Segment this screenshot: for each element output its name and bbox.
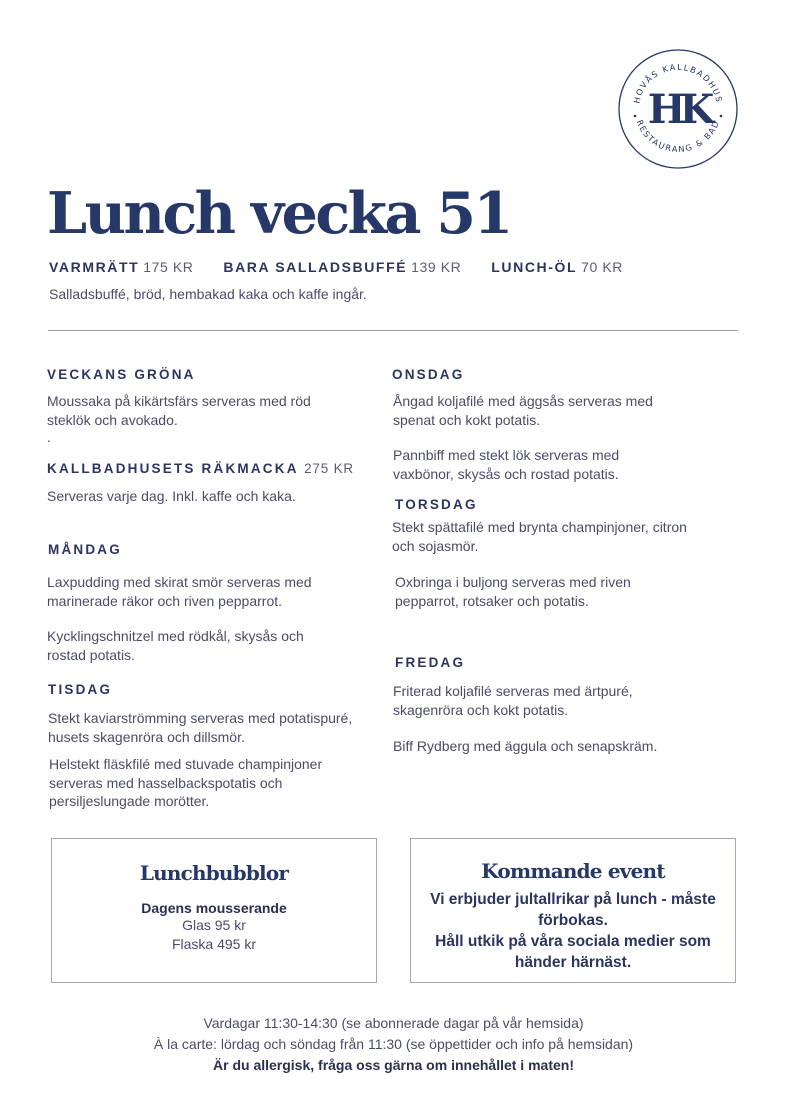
box-title: Kommande event (481, 859, 665, 883)
section-heading-green: VECKANS GRÖNA (47, 367, 196, 382)
dish-friday-2: Biff Rydberg med äggula och senapskräm. (393, 738, 658, 754)
logo-dot-left (634, 115, 637, 118)
page-title: Lunch vecka 51 (47, 180, 511, 247)
price-label: VARMRÄTT (49, 259, 140, 275)
shrimp-heading-label: KALLBADHUSETS RÄKMACKA (47, 461, 299, 476)
price-amount: 175 KR (143, 259, 194, 275)
included-note: Salladsbuffé, bröd, hembakad kaka och kaffe ingår. (49, 286, 367, 302)
dish-monday-2: Kycklingschnitzel med rödkål, skysås och rostad potatis. (47, 628, 304, 663)
logo-monogram: HK (647, 86, 709, 133)
dish-thursday-2: Oxbringa i buljong serveras med riven pepparrot, rotsaker och potatis. (395, 574, 631, 609)
dish-thursday-1: Stekt spättafilé med brynta champinjoner, citron och sojasmör. (392, 519, 687, 554)
footer-hours: Vardagar 11:30-14:30 (se abonnerade dagar på vår hemsida) (203, 1015, 584, 1031)
dish-friday-1: Friterad koljafilé serveras med ärtpuré, skagenröra och kokt potatis. (393, 683, 633, 718)
logo-top-text: HOVÅS KALLBADHUS (631, 61, 725, 105)
section-heading-monday: MÅNDAG (48, 542, 122, 557)
upcoming-events-box (410, 838, 736, 983)
divider (48, 330, 738, 331)
box-title: Lunchbubblor (139, 861, 289, 885)
dish-tuesday-1: Stekt kaviarströmming serveras med potatispuré, husets skagenröra och dillsmör. (48, 710, 353, 745)
box-line: Vi erbjuder jultallrikar på lunch - måste förbokas. (430, 891, 716, 929)
dish-shrimp: Serveras varje dag. Inkl. kaffe och kaka. (47, 488, 296, 504)
restaurant-logo (617, 48, 739, 170)
price-salad-buffet (223, 259, 461, 275)
price-label: BARA SALLADSBUFFÉ (223, 259, 408, 275)
box-subtitle: Dagens mousserande (141, 900, 287, 916)
lunch-bubbles-box (51, 838, 377, 983)
dish-wednesday-2: Pannbiff med stekt lök serveras med vaxbönor, skysås och rostad potatis. (393, 447, 620, 482)
logo-badge-icon (617, 48, 739, 170)
box-line: Flaska 495 kr (171, 936, 257, 952)
footer-alacarte: À la carte: lördag och söndag från 11:30 (se öppettider och info på hemsidan) (153, 1036, 634, 1052)
section-heading-shrimp (47, 461, 354, 476)
dish-monday-1: Laxpudding med skirat smör serveras med marinerade räkor och riven pepparrot. (47, 574, 312, 609)
box-line: Håll utkik på våra sociala medier som händer härnäst. (435, 933, 711, 971)
dish-wednesday-1: Ångad koljafilé med äggsås serveras med spenat och kokt potatis. (393, 393, 653, 428)
logo-dot-right (720, 115, 723, 118)
section-heading-friday: FREDAG (395, 655, 466, 670)
dish-green: Moussaka på kikärtsfärs serveras med röd steklök och avokado. (47, 393, 311, 428)
stray-mark: . (47, 429, 51, 445)
logo-bottom-text: RESTAURANG & BAD (634, 118, 722, 155)
price-label: LUNCH-ÖL (491, 259, 578, 275)
price-list (49, 259, 649, 275)
footer-allergy-note: Är du allergisk, fråga oss gärna om innehållet i maten! (213, 1057, 574, 1073)
shrimp-price: 275 KR (304, 461, 354, 476)
price-amount: 70 KR (581, 259, 623, 275)
section-heading-wednesday: ONSDAG (392, 367, 465, 382)
box-line: Glas 95 kr (182, 917, 246, 933)
section-heading-tuesday: TISDAG (48, 682, 113, 697)
price-main-course (49, 259, 194, 275)
price-amount: 139 KR (411, 259, 462, 275)
price-lunch-beer (491, 259, 623, 275)
section-heading-thursday: TORSDAG (395, 497, 478, 512)
footer (0, 1013, 787, 1076)
dish-tuesday-2: Helstekt fläskfilé med stuvade champinjoner serveras med hasselbackspotatis och persiljeslungade morötter. (49, 756, 323, 809)
